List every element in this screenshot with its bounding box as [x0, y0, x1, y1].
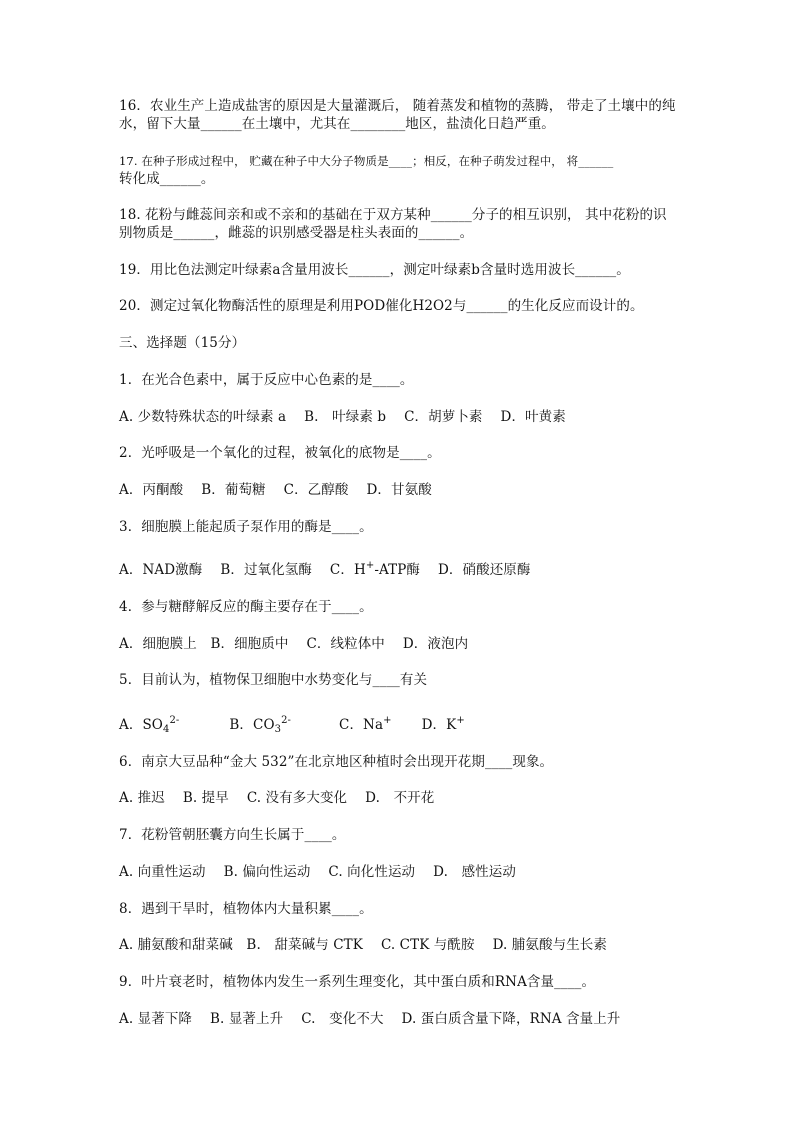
- choice-2-options: A．丙酮酸 B．葡萄糖 C．乙醇酸 D．甘氨酸: [119, 482, 432, 498]
- choice-1-options: A. 少数特殊状态的叶绿素 a B. 叶绿素 b C．胡萝卜素 D．叶黄素: [119, 409, 566, 425]
- option-d-potassium: D．K+: [421, 715, 465, 733]
- choice-3-stem: 3．细胞膜上能起质子泵作用的酶是____。: [119, 519, 373, 535]
- choice-5-stem: 5．目前认为，植物保卫细胞中水势变化与____有关: [119, 672, 428, 688]
- choice-3-options: [119, 561, 531, 581]
- section-title: 三、选择题（15分）: [119, 335, 246, 351]
- choice-9-stem: 9．叶片衰老时，植物体内发生一系列生理变化，其中蛋白质和RNA含量____。: [119, 974, 596, 990]
- question-18-line1: 18. 花粉与雌蕊间亲和或不亲和的基础在于双方某种______分子的相互识别， 其中花粉的识: [119, 207, 667, 223]
- choice-8-options: A. 脯氨酸和甜菜碱 B. 甜菜碱与 CTK C. CTK 与酰胺 D. 脯氨酸与生长素: [119, 937, 608, 953]
- choice-1-stem: 1．在光合色素中，属于反应中心色素的是____。: [119, 372, 414, 388]
- option-c-sodium: C．Na+: [339, 715, 392, 733]
- choice-9-options: A. 显著下降 B. 显著上升 C. 变化不大 D. 蛋白质含量下降，RNA 含量上升: [119, 1011, 621, 1027]
- choice-7-stem: 7．花粉管朝胚囊方向生长属于____。: [119, 827, 346, 843]
- choice-6-stem: 6．南京大豆品种“金大 532”在北京地区种植时会出现开花期____现象。: [119, 754, 554, 770]
- choice-5-options: [119, 716, 465, 736]
- question-20: 20．测定过氧化物酶活性的原理是利用POD催化H2O2与______的生化反应而设计的。: [119, 298, 644, 314]
- question-18-line2: 别物质是______，雌蕊的识别感受器是柱头表面的______。: [119, 225, 474, 241]
- superscript-plus: +: [365, 560, 375, 571]
- question-16-line1: 16．农业生产上造成盐害的原因是大量灌溉后， 随着蒸发和植物的蒸腾， 带走了土壤中的纯: [119, 98, 676, 114]
- choice-3-options-rest: -ATP酶 D．硝酸还原酶: [374, 562, 531, 578]
- option-a-sulfate: A．$SO_4^{2-}$: [119, 715, 180, 735]
- question-17-line1: 17. 在种子形成过程中， 贮藏在种子中大分子物质是____；相反，在种子萌发过程中， 将______: [119, 154, 614, 168]
- question-19: 19．用比色法测定叶绿素a含量用波长______，测定叶绿素b含量时选用波长______。: [119, 262, 630, 278]
- choice-4-options: A．细胞膜上 B．细胞质中 C．线粒体中 D．液泡内: [119, 636, 469, 652]
- question-17-line2: 转化成______。: [119, 171, 215, 187]
- choice-3-options-text: A．NAD激酶 B．过氧化氢酶 C．H: [119, 562, 366, 578]
- question-16-line2: 水，留下大量______在土壤中，尤其在________地区，盐渍化日趋严重。: [119, 116, 555, 132]
- choice-2-stem: 2．光呼吸是一个氧化的过程，被氧化的底物是____。: [119, 445, 441, 461]
- option-b-carbonate: B．$CO_3^{2-}$: [229, 715, 292, 735]
- choice-6-options: A. 推迟 B. 提早 C. 没有多大变化 D. 不开花: [119, 790, 435, 806]
- choice-8-stem: 8．遇到干旱时，植物体内大量积累____。: [119, 901, 373, 917]
- choice-4-stem: 4．参与糖酵解反应的酶主要存在于____。: [119, 599, 373, 615]
- choice-7-options: A. 向重性运动 B. 偏向性运动 C. 向化性运动 D. 感性运动: [119, 864, 516, 880]
